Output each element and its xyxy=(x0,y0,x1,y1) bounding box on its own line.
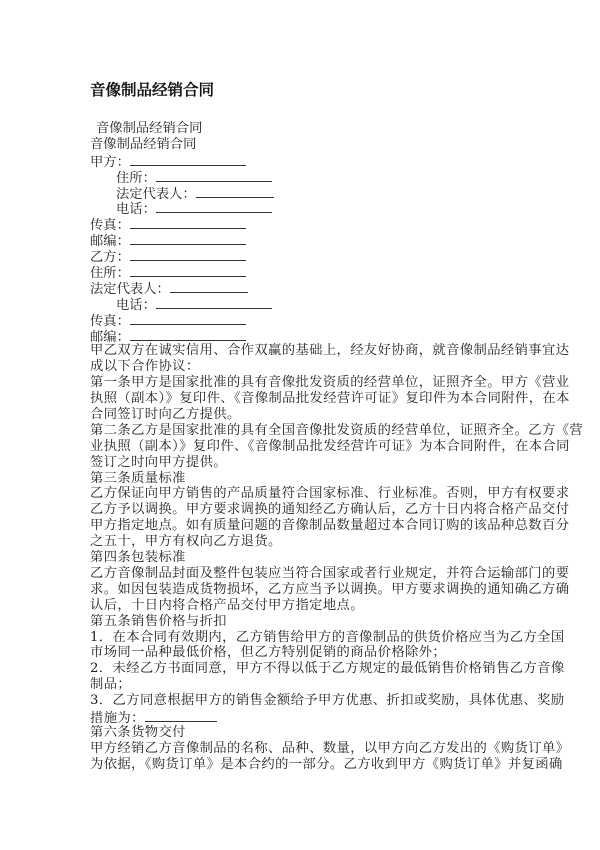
body-text: 2．未经乙方书面同意，甲方不得以低于乙方规定的最低销售价格销售乙方音像 xyxy=(90,661,565,677)
blank-underline xyxy=(170,280,248,293)
party-b-phone-field xyxy=(90,296,530,312)
body-text: 执照（副本）》复印件、《音像制品批发经营许可证》复印件为本合同附件，在本 xyxy=(90,391,570,407)
party-a-field xyxy=(90,153,530,169)
body-text-line xyxy=(90,629,565,646)
blank-underline xyxy=(196,185,274,198)
body-text-line xyxy=(90,756,563,773)
body-text: 第五条销售价格与折扣 xyxy=(90,613,227,629)
party-b-representative-field xyxy=(90,280,530,296)
blank-underline xyxy=(130,232,246,245)
body-text-line xyxy=(90,375,570,391)
field-label: 邮编： xyxy=(90,234,130,250)
party-a-address-field xyxy=(90,169,530,185)
blank-underline xyxy=(130,216,246,229)
body-text: 第四条包装标准 xyxy=(90,550,186,566)
body-text: 乙方音像制品封面及整件包装应当符合国家或者行业规定，并符合运输部门的要 xyxy=(90,565,570,581)
body-text: 认后，十日内将合格产品交付甲方指定地点。 xyxy=(90,597,364,613)
field-label: 邮编： xyxy=(90,329,130,345)
body-text: 乙方保证向甲方销售的产品质量符合国家标准、行业标准。否则，甲方有权要求 xyxy=(90,486,570,502)
field-label: 甲方： xyxy=(90,154,130,170)
body-text-line xyxy=(90,565,570,582)
body-text: 甲乙双方在诚实信用、合作双赢的基础上，经友好协商，就音像制品经销事宜达 xyxy=(90,343,570,359)
body-text-line xyxy=(90,550,530,566)
body-text-line xyxy=(90,693,565,709)
body-text-line xyxy=(90,709,530,725)
body-text-line xyxy=(90,486,570,502)
body-text-line xyxy=(90,598,530,614)
party-a-representative-field xyxy=(90,185,530,201)
blank-underline xyxy=(130,153,246,166)
body-text-line xyxy=(90,645,530,661)
body-text-line xyxy=(90,677,530,693)
body-text: 合同签订时向乙方提供。 xyxy=(90,407,241,423)
blank-underline xyxy=(130,264,246,277)
body-text: 之五十，甲方有权向乙方退货。 xyxy=(90,534,282,550)
party-b-address-field xyxy=(90,264,530,280)
field-label: 电话： xyxy=(116,297,156,313)
body-text-line xyxy=(90,391,570,407)
body-text: 签订之时向甲方提供。 xyxy=(90,454,227,470)
party-a-postcode-field xyxy=(90,232,530,248)
body-text: 第六条货物交付 xyxy=(90,724,186,740)
body-text: 乙方予以调换。甲方要求调换的通知经乙方确认后，乙方十日内将合格产品交付 xyxy=(90,502,570,518)
body-text: 措施为： xyxy=(90,710,145,726)
body-text-line xyxy=(90,518,570,534)
subtitle-line: 音像制品经销合同 xyxy=(96,121,203,136)
party-a-phone-field xyxy=(90,200,530,216)
body-text: 求。如因包装造成货物损坏，乙方应当予以调换。甲方要求调换的通知确乙方确 xyxy=(90,581,570,597)
body-text-line xyxy=(90,422,584,439)
body-text: 第三条质量标准 xyxy=(90,470,186,486)
body-text-line xyxy=(90,614,530,630)
body-text-line xyxy=(90,661,565,677)
field-label: 传真： xyxy=(90,218,130,234)
body-text: 业执照（副本）》复印件、《音像制品批发经营许可证》为本合同附件，在本合同 xyxy=(90,438,570,454)
field-label: 电话： xyxy=(116,202,156,218)
blank-underline xyxy=(156,296,272,309)
blank-underline xyxy=(130,328,246,341)
body-text-line xyxy=(90,534,530,550)
body-text: 市场同一品种最低价格，但乙方特别促销的商品价格除外； xyxy=(90,645,447,661)
body-text: 为依据，《购货订单》是本合约的一部分。乙方收到甲方《购货订单》并复函确 xyxy=(90,756,563,772)
field-label: 住所： xyxy=(90,266,130,282)
body-text-line xyxy=(90,359,530,375)
party-a-fax-field xyxy=(90,216,530,232)
blank-underline xyxy=(130,312,246,325)
field-label: 法定代表人： xyxy=(90,281,170,297)
field-label: 住所： xyxy=(116,170,156,186)
blank-underline xyxy=(145,709,217,722)
document-title: 音像制品经销合同 xyxy=(90,81,215,99)
body-text-line xyxy=(90,438,570,455)
body-text: 甲方指定地点。如有质量问题的音像制品数量超过本合同订购的该品种总数百分 xyxy=(90,518,570,534)
body-text-line xyxy=(90,502,570,518)
blank-underline xyxy=(156,169,272,182)
body-text-line xyxy=(90,725,530,741)
body-text: 1．在本合同有效期内，乙方销售给甲方的音像制品的供货价格应当为乙方全国 xyxy=(90,629,565,645)
body-text-line xyxy=(90,581,570,598)
contract-body xyxy=(90,343,584,772)
body-text: 甲方经销乙方音像制品的名称、品种、数量，以甲方向乙方发出的《购货订单》 xyxy=(90,740,570,756)
field-label: 乙方： xyxy=(90,250,130,266)
party-b-fax-field xyxy=(90,312,530,328)
field-label: 传真： xyxy=(90,313,130,329)
body-text: 成以下合作协议： xyxy=(90,359,200,375)
body-text: 制品； xyxy=(90,677,132,693)
body-text: 第一条甲方是国家批准的具有音像批发资质的经营单位，证照齐全。甲方《营业 xyxy=(90,375,570,391)
body-text-line xyxy=(90,740,570,757)
party-b-postcode-field xyxy=(90,328,530,344)
contract-document xyxy=(90,121,584,773)
blank-underline xyxy=(130,248,246,261)
field-label: 法定代表人： xyxy=(116,186,196,202)
body-text: 第二条乙方是国家批准的具有全国音像批发资质的经营单位，证照齐全。乙方《营 xyxy=(90,422,584,438)
blank-underline xyxy=(156,200,272,213)
subtitle-line: 音像制品经销合同 xyxy=(90,136,197,152)
party-b-field xyxy=(90,248,530,264)
body-text: 3．乙方同意根据甲方的销售金额给予甲方优惠、折扣或奖励，具体优惠、奖励 xyxy=(90,693,565,709)
body-text-line xyxy=(90,407,530,423)
body-text-line xyxy=(90,343,570,359)
body-text-line xyxy=(90,471,530,487)
body-text-line xyxy=(90,455,530,471)
